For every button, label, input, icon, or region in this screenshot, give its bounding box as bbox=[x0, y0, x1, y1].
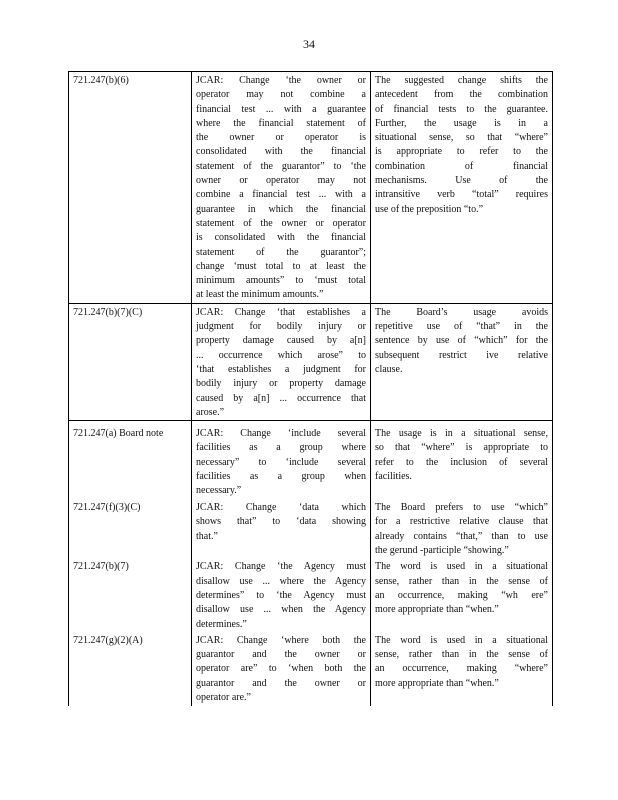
section-cell: 721.247(g)(2)(A) bbox=[69, 632, 192, 706]
section-cell: 721.247(a) Board note bbox=[69, 421, 192, 500]
text-line: is appropriate to refer to the bbox=[375, 146, 548, 158]
text-line: consolidated with the financial bbox=[196, 146, 366, 158]
text-line: The Board’s usage avoids bbox=[375, 306, 548, 318]
text-line: disallow use ... when the Agency bbox=[196, 604, 366, 616]
text-line: is consolidated with the financial bbox=[196, 232, 366, 244]
response-cell bbox=[371, 558, 553, 631]
comments-table bbox=[68, 71, 553, 706]
text-line: The word is used in a situational bbox=[375, 561, 548, 573]
text-line: change ‘must total to at least the bbox=[196, 260, 366, 272]
text-line: shows that” to ‘data showing bbox=[196, 516, 366, 528]
text-line: The word is used in a situational bbox=[375, 634, 548, 646]
text-line: antecedent from the combination bbox=[375, 89, 548, 101]
text-line: necessary” to ‘include several bbox=[196, 456, 366, 468]
response-cell bbox=[371, 499, 553, 558]
text-line: repetitive use of “that” in the bbox=[375, 321, 548, 333]
text-line: financial test ... with a guarantee bbox=[196, 103, 366, 115]
text-line: JCAR: Change ‘data which bbox=[196, 502, 366, 514]
text-line: determines” to ‘the Agency must bbox=[196, 589, 366, 601]
section-cell: 721.247(f)(3)(C) bbox=[69, 499, 192, 558]
text-line: clause. bbox=[375, 363, 403, 375]
text-line: so that “where” is appropriate to bbox=[375, 442, 548, 454]
text-line: minimum amounts” to ‘must total bbox=[196, 275, 366, 287]
text-line: more appropriate than “when.” bbox=[375, 677, 499, 689]
response-cell bbox=[371, 421, 553, 500]
text-line: JCAR: Change ‘the Agency must bbox=[196, 561, 366, 573]
text-line: operator may not combine a bbox=[196, 89, 366, 101]
change-cell bbox=[192, 499, 371, 558]
text-line: determines.” bbox=[196, 618, 247, 630]
text-line: facilities as a group when bbox=[196, 471, 366, 483]
text-line: operator are” to ‘when both the bbox=[196, 663, 366, 675]
text-line: The Board prefers to use “which” bbox=[375, 502, 548, 514]
text-line: combine a financial test ... with a bbox=[196, 189, 366, 201]
text-line: combination of financial bbox=[375, 160, 548, 172]
response-cell bbox=[371, 632, 553, 706]
text-line: statement of the guarantor”; bbox=[196, 246, 366, 258]
text-line: JCAR: Change ‘that establishes a bbox=[196, 306, 366, 318]
text-line: arose.” bbox=[196, 406, 225, 418]
text-line: facilities as a group where bbox=[196, 442, 366, 454]
text-line: statement of the guarantor” to ‘the bbox=[196, 160, 366, 172]
text-line: situational sense, so that “where” bbox=[375, 132, 548, 144]
text-line: judgment for bodily injury or bbox=[196, 321, 366, 333]
table-row bbox=[69, 421, 553, 500]
text-line: of financial tests to the guarantee. bbox=[375, 103, 548, 115]
text-line: Further, the usage is in a bbox=[375, 117, 548, 129]
text-line: guarantor and the owner or bbox=[196, 649, 366, 661]
table-row bbox=[69, 558, 553, 631]
text-line: an occurrence, making “where” bbox=[375, 663, 548, 675]
text-line: subsequent restrict ive relative bbox=[375, 349, 548, 361]
text-line: that.” bbox=[196, 530, 218, 542]
table-row bbox=[69, 72, 553, 304]
text-line: where the financial statement of bbox=[196, 117, 366, 129]
text-line: ‘that establishes a judgment for bbox=[196, 363, 366, 375]
text-line: sense, rather than in the sense of bbox=[375, 649, 548, 661]
text-line: the owner or operator is bbox=[196, 132, 366, 144]
change-cell bbox=[192, 632, 371, 706]
text-line: JCAR: Change ‘where both the bbox=[196, 634, 366, 646]
text-line: JCAR: Change ‘include several bbox=[196, 428, 366, 440]
text-line: guarantee in which the financial bbox=[196, 203, 366, 215]
text-line: caused by a[n] ... occurrence that bbox=[196, 392, 366, 404]
text-line: mechanisms. Use of the bbox=[375, 175, 548, 187]
change-cell bbox=[192, 421, 371, 500]
text-line: ... occurrence which arose” to bbox=[196, 349, 366, 361]
text-line: facilities. bbox=[375, 471, 412, 483]
text-line: bodily injury or property damage bbox=[196, 378, 366, 390]
text-line: at least the minimum amounts.” bbox=[196, 289, 324, 301]
section-cell: 721.247(b)(6) bbox=[69, 72, 192, 304]
text-line: more appropriate than “when.” bbox=[375, 604, 499, 616]
text-line: disallow use ... where the Agency bbox=[196, 575, 366, 587]
section-cell: 721.247(b)(7) bbox=[69, 558, 192, 631]
text-line: for a restrictive relative clause that bbox=[375, 516, 548, 528]
section-cell: 721.247(b)(7)(C) bbox=[69, 303, 192, 420]
text-line: already contains “that,” than to use bbox=[375, 530, 548, 542]
text-line: statement of the owner or operator bbox=[196, 217, 366, 229]
text-line: an occurrence, making “wh ere” bbox=[375, 589, 548, 601]
text-line: intransitive verb “total” requires bbox=[375, 189, 548, 201]
text-line: JCAR: Change ‘the owner or bbox=[196, 75, 366, 86]
table-row bbox=[69, 632, 553, 706]
text-line: necessary.” bbox=[196, 485, 242, 497]
change-cell bbox=[192, 303, 371, 420]
text-line: guarantor and the owner or bbox=[196, 677, 366, 689]
text-line: use of the preposition “to.” bbox=[375, 203, 484, 215]
table-row bbox=[69, 499, 553, 558]
text-line: The usage is in a situational sense, bbox=[375, 428, 548, 440]
text-line: property damage caused by a[n] bbox=[196, 335, 366, 347]
text-line: The suggested change shifts the bbox=[375, 75, 548, 86]
change-cell bbox=[192, 72, 371, 304]
response-cell bbox=[371, 303, 553, 420]
text-line: refer to the inclusion of several bbox=[375, 456, 548, 468]
table-row bbox=[69, 303, 553, 420]
text-line: operator are.” bbox=[196, 691, 251, 703]
text-line: the gerund -participle “showing.” bbox=[375, 545, 509, 557]
change-cell bbox=[192, 558, 371, 631]
text-line: sentence by use of “which” for the bbox=[375, 335, 548, 347]
text-line: sense, rather than in the sense of bbox=[375, 575, 548, 587]
response-cell bbox=[371, 72, 553, 304]
page-number: 34 bbox=[303, 37, 315, 51]
text-line: owner or operator may not bbox=[196, 175, 366, 187]
